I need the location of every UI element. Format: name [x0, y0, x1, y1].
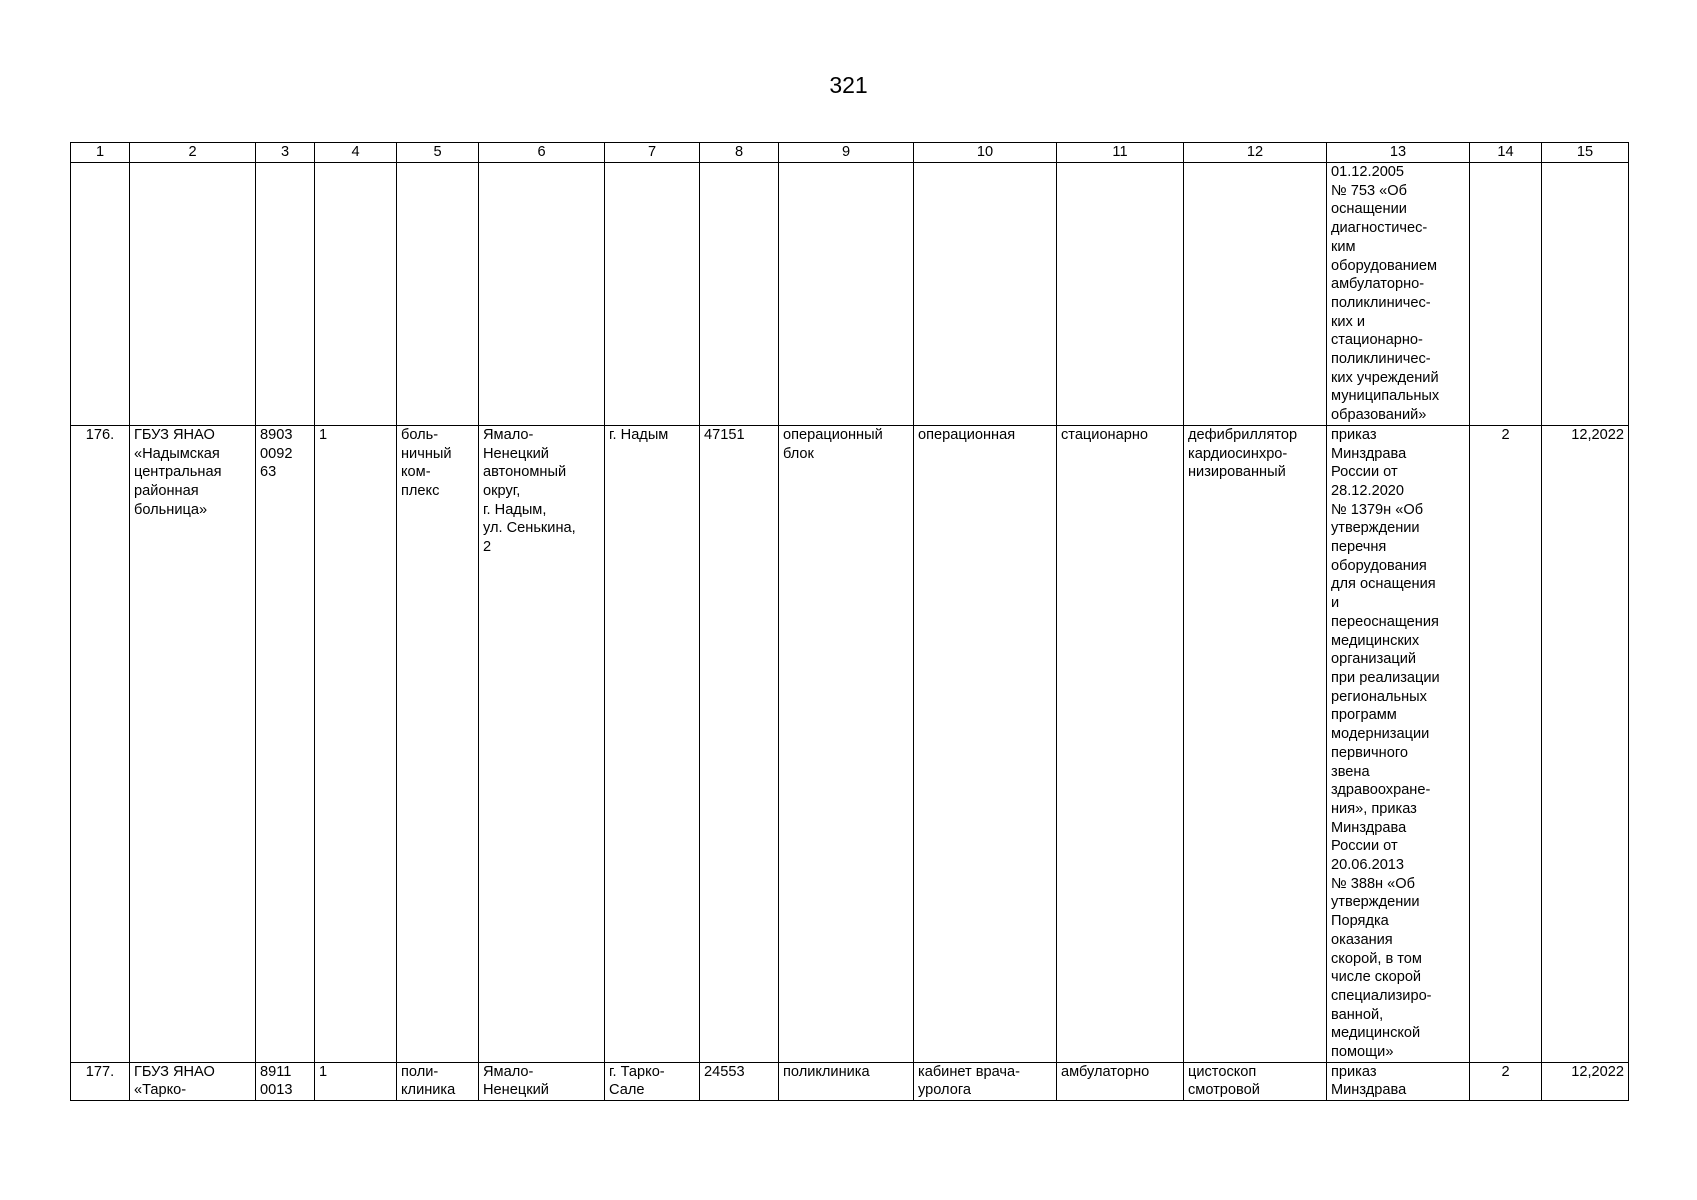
column-header: 10 [914, 143, 1057, 163]
table-cell [700, 163, 779, 426]
column-number-row [71, 143, 1629, 163]
page-number: 321 [829, 72, 868, 98]
city-cell: г. Тарко- Сале [605, 1062, 700, 1100]
table-cell [1470, 163, 1542, 426]
date-cell: 12,2022 [1542, 1062, 1629, 1100]
equipment-register-table [70, 142, 1629, 1101]
table-cell [914, 163, 1057, 426]
address-cell: Ямало- Ненецкий [479, 1062, 605, 1100]
column-header: 1 [71, 143, 130, 163]
table-cell [397, 163, 479, 426]
column-header: 12 [1184, 143, 1327, 163]
code-cell: 8911 0013 [256, 1062, 315, 1100]
room-cell: кабинет врача- уролога [914, 1062, 1057, 1100]
table-row [71, 425, 1629, 1062]
table-cell [479, 163, 605, 426]
column-header: 9 [779, 143, 914, 163]
column-header: 6 [479, 143, 605, 163]
oktmo-cell: 24553 [700, 1062, 779, 1100]
column-header: 7 [605, 143, 700, 163]
unit-cell: операционный блок [779, 425, 914, 1062]
row-number-cell: 177. [71, 1062, 130, 1100]
table-row [71, 1062, 1629, 1100]
equipment-cell: дефибриллятор кардиосинхро- низированный [1184, 425, 1327, 1062]
table-cell [605, 163, 700, 426]
row-number-cell: 176. [71, 425, 130, 1062]
equipment-cell: цистоскоп смотровой [1184, 1062, 1327, 1100]
table-cell [1542, 163, 1629, 426]
table-cell [130, 163, 256, 426]
organization-cell: ГБУЗ ЯНАО «Надымская центральная районная больница» [130, 425, 256, 1062]
column-header: 14 [1470, 143, 1542, 163]
quantity-cell: 2 [1470, 1062, 1542, 1100]
organization-cell: ГБУЗ ЯНАО «Тарко- [130, 1062, 256, 1100]
table-cell [1184, 163, 1327, 426]
column-header: 11 [1057, 143, 1184, 163]
table-cell [256, 163, 315, 426]
column-header: 4 [315, 143, 397, 163]
column-header: 8 [700, 143, 779, 163]
table-cell [71, 163, 130, 426]
oktmo-cell: 47151 [700, 425, 779, 1062]
column-header: 13 [1327, 143, 1470, 163]
date-cell: 12,2022 [1542, 425, 1629, 1062]
table-cell [779, 163, 914, 426]
table-cell [315, 163, 397, 426]
legal-basis-cell: 01.12.2005 № 753 «Об оснащении диагностичес- ким оборудованием амбулаторно- поликлиничес- ких и стационарно- поликлиничес- ких учреждений муниципальных образований» [1327, 163, 1470, 426]
building-type-cell: боль- ничный ком- плекс [397, 425, 479, 1062]
column-header: 5 [397, 143, 479, 163]
unit-cell: поликлиника [779, 1062, 914, 1100]
care-condition-cell: стационарно [1057, 425, 1184, 1062]
column-header: 3 [256, 143, 315, 163]
legal-basis-cell: приказ Минздрава России от 28.12.2020 № 1379н «Об утверждении перечня оборудования для оснащения и переоснащения медицинских организаций при реализации региональных программ модернизации первичного звена здравоохране- ния», приказ Минздрава России от 20.06.2013 № 388н «Об утверждении Порядка оказания скорой, в том числе скорой специализиро- ванной, медицинской помощи» [1327, 425, 1470, 1062]
table-row [71, 163, 1629, 426]
column-header: 15 [1542, 143, 1629, 163]
table-cell: 1 [315, 1062, 397, 1100]
code-cell: 8903 0092 63 [256, 425, 315, 1062]
column-header: 2 [130, 143, 256, 163]
quantity-cell: 2 [1470, 425, 1542, 1062]
address-cell: Ямало- Ненецкий автономный округ, г. Надым, ул. Сенькина, 2 [479, 425, 605, 1062]
legal-basis-cell: приказ Минздрава [1327, 1062, 1470, 1100]
table-cell: 1 [315, 425, 397, 1062]
city-cell: г. Надым [605, 425, 700, 1062]
building-type-cell: поли- клиника [397, 1062, 479, 1100]
care-condition-cell: амбулаторно [1057, 1062, 1184, 1100]
room-cell: операционная [914, 425, 1057, 1062]
table-cell [1057, 163, 1184, 426]
